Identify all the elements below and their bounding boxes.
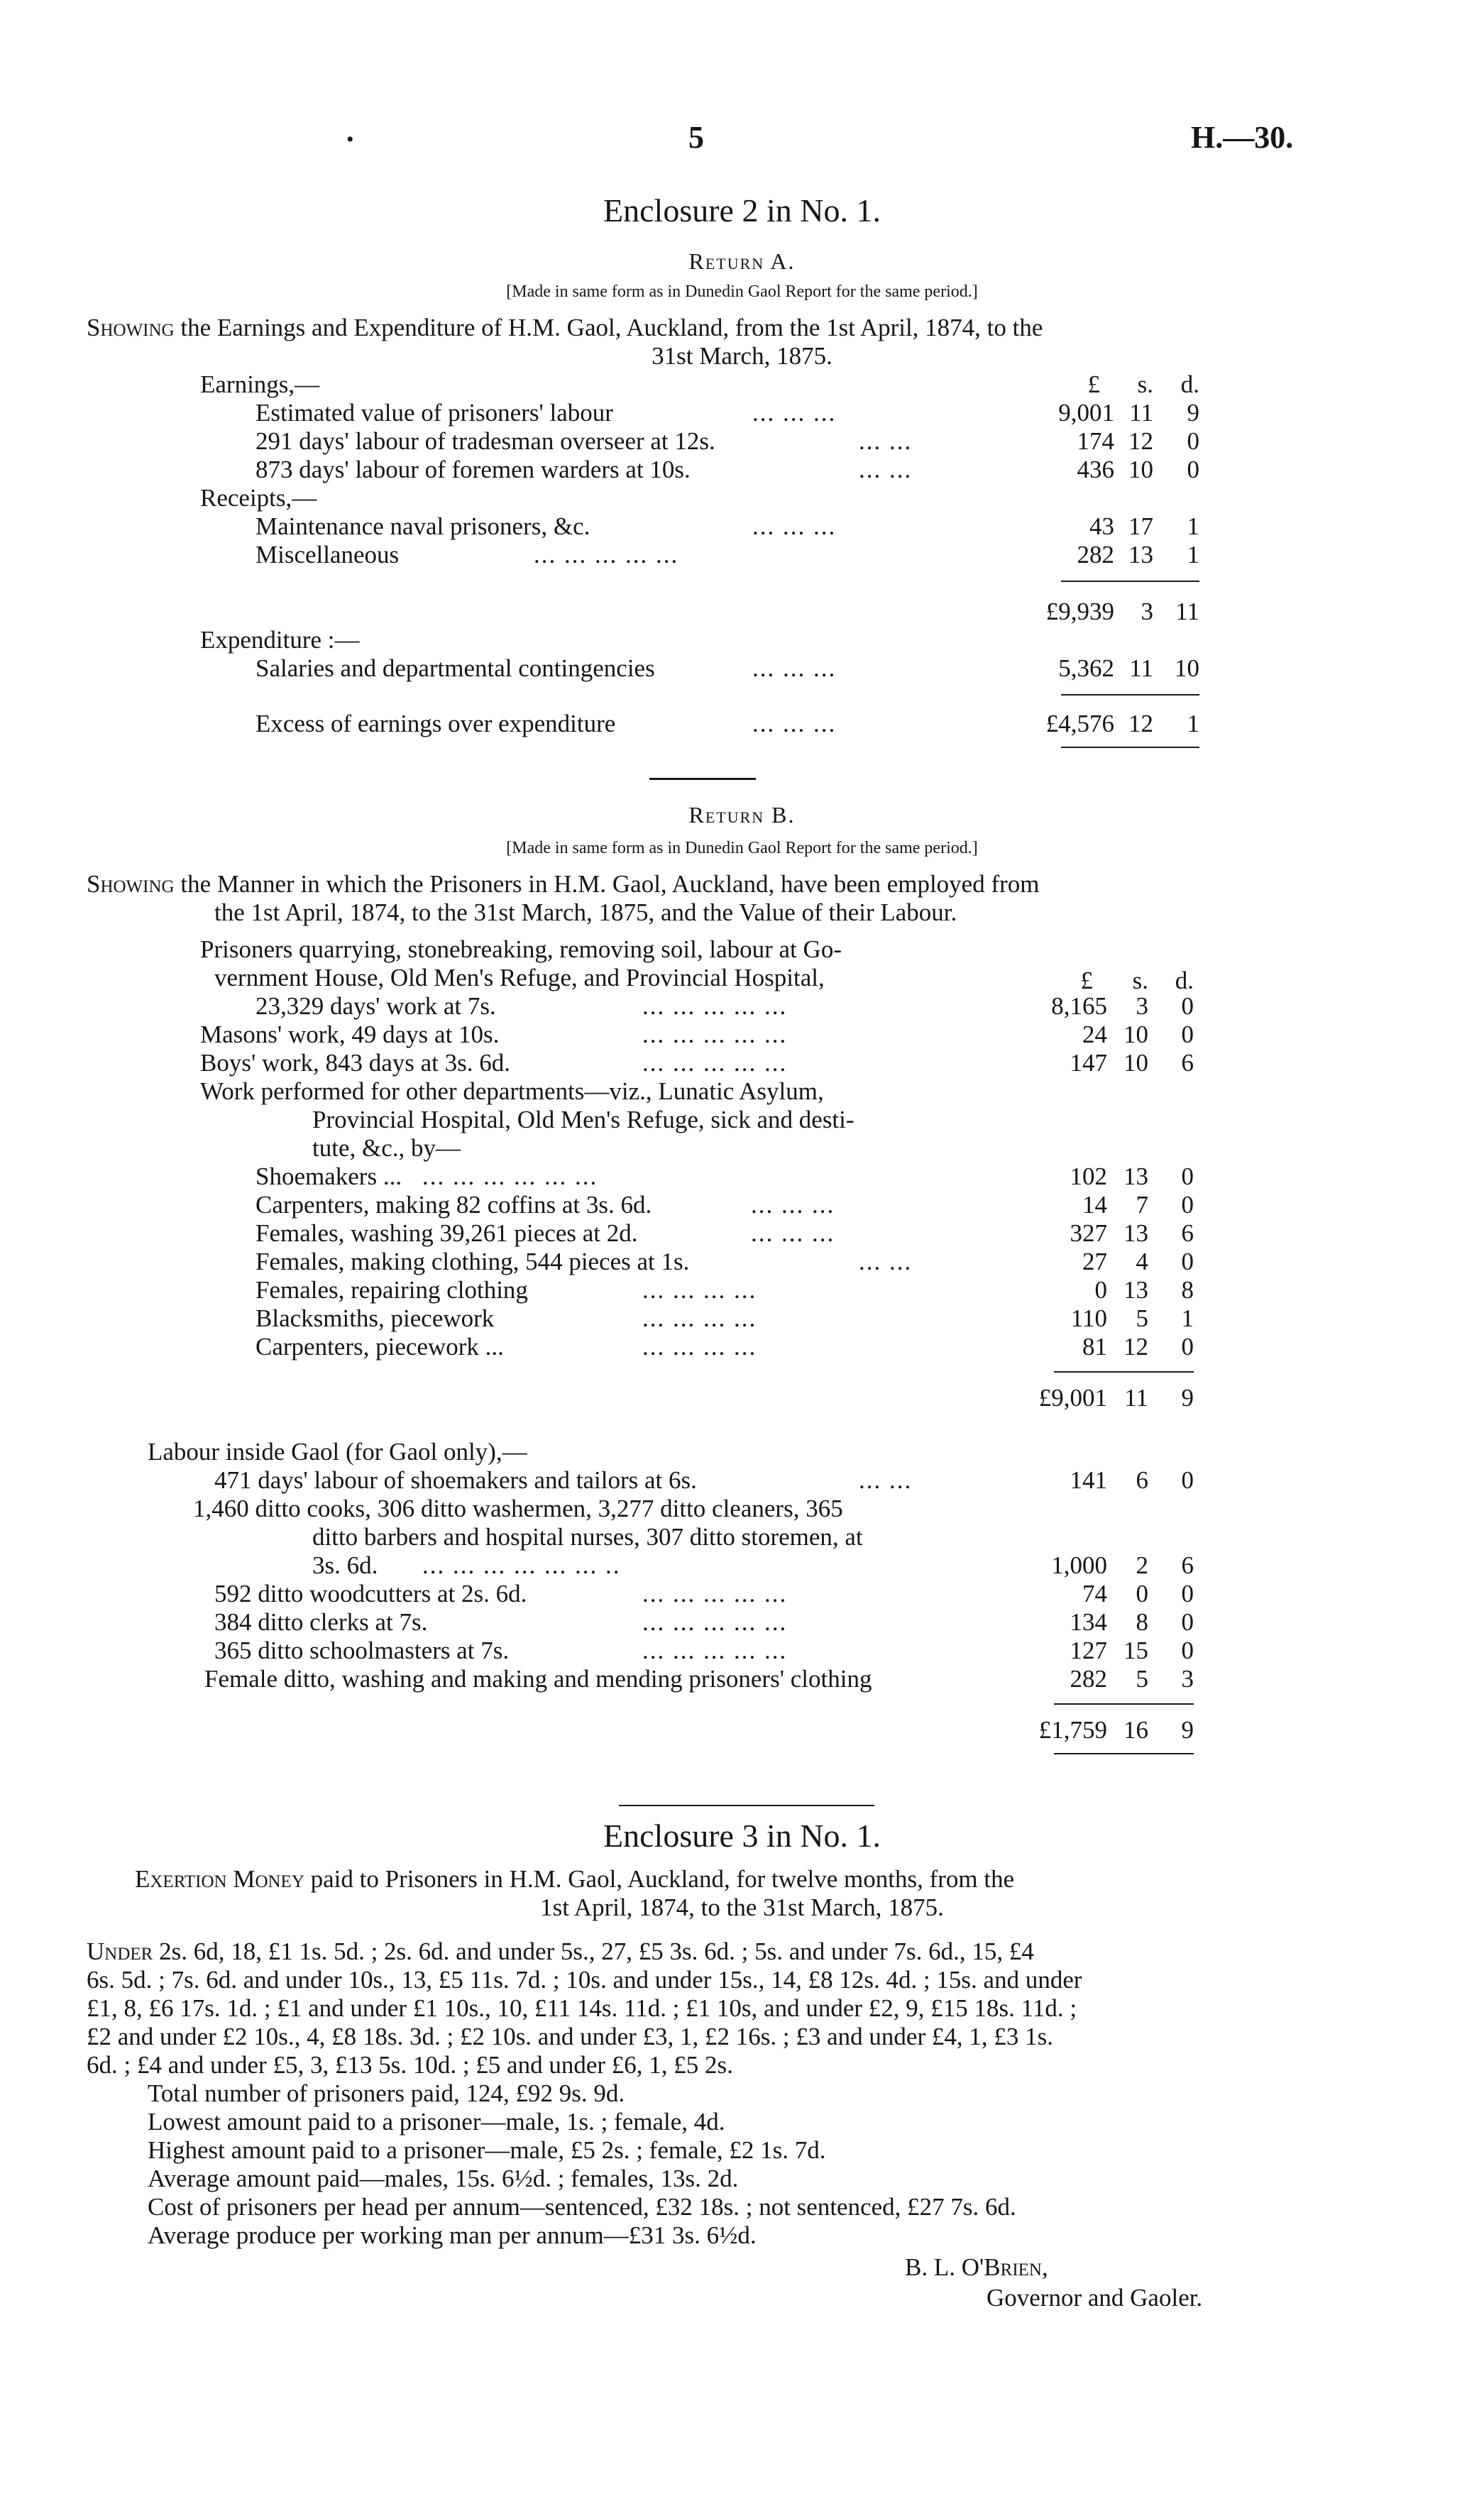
return-b-description-2: the 1st April, 1874, to the 31st March, 1875, and the Value of their Labour. (214, 898, 957, 926)
work-pounds: 0 (1094, 1276, 1107, 1304)
work-row: Carpenters, making 82 coffins at 3s. 6d. (255, 1191, 652, 1219)
boys-pounds: 147 (1070, 1049, 1107, 1077)
salaries-pounds: 5,362 (1058, 654, 1114, 682)
work-pence: 6 (1181, 1219, 1194, 1247)
inside-gaol-label: Labour inside Gaol (for Gaol only),— (148, 1438, 527, 1466)
summary-line: Highest amount paid to a prisoner—male, £5 2s. ; female, £2 1s. 7d. (148, 2136, 826, 2164)
section-separator (649, 778, 756, 780)
salaries-label: Salaries and departmental contingencies (255, 654, 655, 682)
showing-word: Showing (87, 870, 175, 898)
exertion-money-word: Exertion Money (135, 1865, 304, 1893)
shoe-dots: ... ... (859, 1466, 913, 1494)
cooks-pounds: 1,000 (1051, 1551, 1107, 1579)
total-rule (1061, 581, 1199, 582)
female-pounds: 282 (1070, 1665, 1107, 1693)
signature-title: Governor and Gaoler. (986, 2284, 1203, 2312)
work-dots: ... ... ... ... (642, 1333, 757, 1361)
work-dots: ... ... ... (751, 1191, 835, 1219)
work-row: Females, repairing clothing (255, 1276, 528, 1304)
ret-a-pence: 9 (1187, 399, 1199, 427)
ret-a-shillings: 10 (1128, 456, 1153, 483)
ret-a-pounds: 43 (1089, 512, 1114, 540)
work-dots: ... ... ... (751, 1219, 835, 1247)
work-dots: ... ... ... ... ... ... (422, 1163, 598, 1190)
quarry-pounds: 8,165 (1051, 992, 1107, 1020)
work-shillings: 13 (1123, 1219, 1148, 1247)
female-shillings: 5 (1136, 1665, 1148, 1693)
inside-pence: 0 (1181, 1608, 1194, 1636)
inside-pounds: 74 (1082, 1580, 1107, 1608)
work-line-2: Provincial Hospital, Old Men's Refuge, sick and desti- (312, 1106, 854, 1133)
ret-a-dots: ... ... ... ... ... (534, 541, 679, 568)
inside-dots: ... ... ... ... ... (642, 1608, 788, 1636)
ret-a-row: Maintenance naval prisoners, &c. (255, 512, 590, 540)
ret-a-pounds: 174 (1077, 427, 1114, 455)
work-pence: 8 (1181, 1276, 1194, 1304)
cooks-dots: ... ... ... ... ... ... .. (422, 1551, 621, 1579)
masons-pence: 0 (1181, 1021, 1194, 1048)
inside-dots: ... ... ... ... ... (642, 1637, 788, 1664)
ret-a-row: 291 days' labour of tradesman overseer at 12s. (255, 427, 715, 455)
work-shillings: 13 (1123, 1276, 1148, 1304)
exertion-heading-2: 1st April, 1874, to the 31st March, 1875. (540, 1894, 944, 1921)
showing-word: Showing (87, 314, 175, 341)
work-pence: 0 (1181, 1248, 1194, 1275)
summary-line: Total number of prisoners paid, 124, £92 9s. 9d. (148, 2079, 625, 2107)
ret-b-total2-shillings: 16 (1123, 1716, 1148, 1744)
ret-a-dots: ... ... (859, 427, 913, 455)
ret-a-pounds: 282 (1077, 541, 1114, 568)
inside-shillings: 15 (1123, 1637, 1148, 1664)
cooks-line-1: 1,460 ditto cooks, 306 ditto washermen, 3,277 ditto cleaners, 365 (193, 1495, 843, 1522)
ret-a-row: Miscellaneous (255, 541, 400, 568)
ret-a-pounds: 436 (1077, 456, 1114, 483)
work-row: Females, washing 39,261 pieces at 2d. (255, 1219, 638, 1247)
inside-pence: 0 (1181, 1580, 1194, 1608)
ret-a-total-shillings: 3 (1141, 598, 1153, 625)
work-pounds: 14 (1082, 1191, 1107, 1219)
document-id: H.—30. (1191, 120, 1294, 155)
summary-line: Lowest amount paid to a prisoner—male, 1s. ; female, 4d. (148, 2108, 725, 2136)
cooks-pence: 6 (1181, 1551, 1194, 1579)
excess-label: Excess of earnings over expenditure (255, 710, 616, 737)
inside-dots: ... ... ... ... ... (642, 1580, 788, 1608)
earnings-label: Earnings,— (200, 370, 320, 398)
signature-name: B. L. O'Brien, (905, 2253, 1048, 2281)
ret-a-row: Estimated value of prisoners' labour (255, 399, 613, 427)
exertion-para-3: £1, 8, £6 17s. 1d. ; £1 and under £1 10s., 10, £11 14s. 11d. ; £1 10s, and under £2, 9, £15 18s. 11d. ; (87, 1994, 1077, 2022)
ret-b-total-pence: 9 (1181, 1384, 1194, 1412)
masons-pounds: 24 (1082, 1021, 1107, 1048)
excess-dots: ... ... ... (752, 710, 837, 737)
work-row: Carpenters, piecework ... (255, 1333, 504, 1361)
boys-dots: ... ... ... ... ... (642, 1049, 788, 1077)
ret-b-total-shillings: 11 (1124, 1384, 1148, 1412)
work-row: Shoemakers ... (255, 1163, 402, 1190)
inside-row: 365 ditto schoolmasters at 7s. (214, 1637, 510, 1664)
inside-row: 384 ditto clerks at 7s. (214, 1608, 428, 1636)
excess-pounds: £4,576 (1045, 710, 1114, 737)
receipts-label: Receipts,— (200, 484, 317, 512)
col-pounds: £ (1087, 370, 1100, 398)
return-a-description-2: 31st March, 1875. (652, 342, 832, 370)
work-row: Females, making clothing, 544 pieces at 1s. (255, 1248, 690, 1275)
work-line-1: Work performed for other departments—viz., Lunatic Asylum, (200, 1077, 824, 1105)
under-word: Under (87, 1938, 153, 1965)
return-a-description: Showing the Earnings and Expenditure of H.M. Gaol, Auckland, from the 1st April, 1874, to the (87, 314, 1043, 341)
total-rule (1054, 1753, 1194, 1754)
exertion-para-2: 6s. 5d. ; 7s. 6d. and under 10s., 13, £5 11s. 7d. ; 10s. and under 15s., 14, £8 12s. 4d. ; 15s. and under (87, 1966, 1082, 1994)
work-shillings: 13 (1123, 1163, 1148, 1190)
ret-b-total2-pounds: £1,759 (1038, 1716, 1107, 1744)
work-shillings: 7 (1136, 1191, 1148, 1219)
quarry-shillings: 3 (1136, 992, 1148, 1020)
work-pounds: 27 (1082, 1248, 1107, 1275)
summary-line: Average amount paid—males, 15s. 6½d. ; females, 13s. 2d. (148, 2165, 739, 2192)
shoe-shillings: 6 (1136, 1466, 1148, 1494)
enclosure-2-title: Enclosure 2 in No. 1. (603, 192, 881, 229)
work-pence: 0 (1181, 1191, 1194, 1219)
work-shillings: 5 (1136, 1304, 1148, 1332)
masons-row: Masons' work, 49 days at 10s. (200, 1021, 500, 1048)
cooks-shillings: 2 (1136, 1551, 1148, 1579)
col-pence: d. (1175, 967, 1194, 994)
ret-a-shillings: 17 (1128, 512, 1153, 540)
return-b-note: [Made in same form as in Dunedin Gaol Report for the same period.] (506, 839, 978, 857)
ret-a-dots: ... ... ... (752, 399, 837, 427)
work-shillings: 4 (1136, 1248, 1148, 1275)
total-rule (1061, 694, 1199, 696)
shoe-row: 471 days' labour of shoemakers and tailors at 6s. (214, 1466, 697, 1494)
total-rule (1061, 747, 1199, 748)
shoe-pounds: 141 (1070, 1466, 1107, 1494)
section-separator (619, 1805, 874, 1806)
salaries-shillings: 11 (1129, 654, 1153, 682)
enclosure-3-title: Enclosure 3 in No. 1. (603, 1818, 881, 1854)
cooks-row: 3s. 6d. (312, 1551, 378, 1579)
col-pence: d. (1180, 370, 1199, 398)
ret-b-total-pounds: £9,001 (1038, 1384, 1107, 1412)
col-pounds: £ (1080, 967, 1093, 994)
excess-pence: 1 (1187, 710, 1199, 737)
page-mark: • (346, 128, 354, 151)
work-pence: 0 (1181, 1163, 1194, 1190)
inside-pounds: 134 (1070, 1608, 1107, 1636)
ret-a-pence: 1 (1187, 541, 1199, 568)
work-dots: ... ... ... ... (642, 1276, 757, 1304)
inside-pence: 0 (1181, 1637, 1194, 1664)
work-dots: ... ... (859, 1248, 913, 1275)
quarry-line-2: vernment House, Old Men's Refuge, and Provincial Hospital, (214, 964, 825, 991)
expenditure-label: Expenditure :— (200, 626, 360, 654)
quarry-row: 23,329 days' work at 7s. (255, 992, 496, 1020)
work-pounds: 102 (1070, 1163, 1107, 1190)
boys-pence: 6 (1181, 1049, 1194, 1077)
work-pounds: 81 (1082, 1333, 1107, 1361)
ret-a-shillings: 12 (1128, 427, 1153, 455)
female-row: Female ditto, washing and making and mending prisoners' clothing (204, 1665, 872, 1693)
return-b-title: Return B. (688, 802, 796, 828)
inside-row: 592 ditto woodcutters at 2s. 6d. (214, 1580, 527, 1608)
total-rule (1054, 1371, 1194, 1373)
summary-line: Cost of prisoners per head per annum—sentenced, £32 18s. ; not sentenced, £27 7s. 6d. (148, 2193, 1016, 2221)
return-b-description: Showing the Manner in which the Prisoners in H.M. Gaol, Auckland, have been employed from (87, 870, 1040, 898)
work-dots: ... ... ... ... (642, 1304, 757, 1332)
salaries-pence: 10 (1175, 654, 1199, 682)
quarry-dots: ... ... ... ... ... (642, 992, 788, 1020)
work-pence: 1 (1181, 1304, 1194, 1332)
work-row: Blacksmiths, piecework (255, 1304, 495, 1332)
exertion-para-5: 6d. ; £4 and under £5, 3, £13 5s. 10d. ; £5 and under £6, 1, £5 2s. (87, 2051, 733, 2079)
return-a-note: [Made in same form as in Dunedin Gaol Report for the same period.] (506, 282, 978, 301)
work-line-3: tute, &c., by— (312, 1134, 461, 1162)
ret-a-pounds: 9,001 (1058, 399, 1114, 427)
summary-line: Average produce per working man per annum—£31 3s. 6½d. (148, 2221, 757, 2249)
inside-shillings: 8 (1136, 1608, 1148, 1636)
ret-a-pence: 0 (1187, 427, 1199, 455)
exertion-para-4: £2 and under £2 10s., 4, £8 18s. 3d. ; £2 10s. and under £3, 1, £2 16s. ; £3 and under £4, 1, £3 1s. (87, 2023, 1053, 2050)
return-a-title: Return A. (688, 248, 796, 274)
total-rule (1054, 1703, 1194, 1705)
ret-a-dots: ... ... (859, 456, 913, 483)
ret-a-shillings: 13 (1128, 541, 1153, 568)
masons-dots: ... ... ... ... ... (642, 1021, 788, 1048)
ret-a-pence: 0 (1187, 456, 1199, 483)
page-number: 5 (688, 120, 704, 155)
ret-a-total-pence: 11 (1175, 598, 1199, 625)
quarry-pence: 0 (1181, 992, 1194, 1020)
masons-shillings: 10 (1123, 1021, 1148, 1048)
exertion-heading: Exertion Money paid to Prisoners in H.M. Gaol, Auckland, for twelve months, from the (135, 1865, 1015, 1893)
col-shillings: s. (1137, 370, 1153, 398)
quarry-line-1: Prisoners quarrying, stonebreaking, removing soil, labour at Go- (200, 935, 842, 963)
exertion-para-1: Under 2s. 6d, 18, £1 1s. 5d. ; 2s. 6d. and under 5s., 27, £5 3s. 6d. ; 5s. and under 7s. 6d., 15, £4 (87, 1938, 1034, 1965)
ret-a-dots: ... ... ... (752, 512, 837, 540)
work-pounds: 110 (1070, 1304, 1107, 1332)
ret-a-row: 873 days' labour of foremen warders at 10s. (255, 456, 691, 483)
ret-a-shillings: 11 (1129, 399, 1153, 427)
col-shillings: s. (1132, 967, 1148, 994)
salaries-dots: ... ... ... (752, 654, 837, 682)
boys-shillings: 10 (1123, 1049, 1148, 1077)
female-pence: 3 (1181, 1665, 1194, 1693)
shoe-pence: 0 (1181, 1466, 1194, 1494)
ret-b-total2-pence: 9 (1181, 1716, 1194, 1744)
inside-pounds: 127 (1070, 1637, 1107, 1664)
ret-a-total-pounds: £9,939 (1045, 598, 1114, 625)
inside-shillings: 0 (1136, 1580, 1148, 1608)
excess-shillings: 12 (1128, 710, 1153, 737)
ret-a-pence: 1 (1187, 512, 1199, 540)
work-pence: 0 (1181, 1333, 1194, 1361)
boys-row: Boys' work, 843 days at 3s. 6d. (200, 1049, 510, 1077)
work-pounds: 327 (1070, 1219, 1107, 1247)
work-shillings: 12 (1123, 1333, 1148, 1361)
cooks-line-2: ditto barbers and hospital nurses, 307 ditto storemen, at (312, 1523, 863, 1551)
